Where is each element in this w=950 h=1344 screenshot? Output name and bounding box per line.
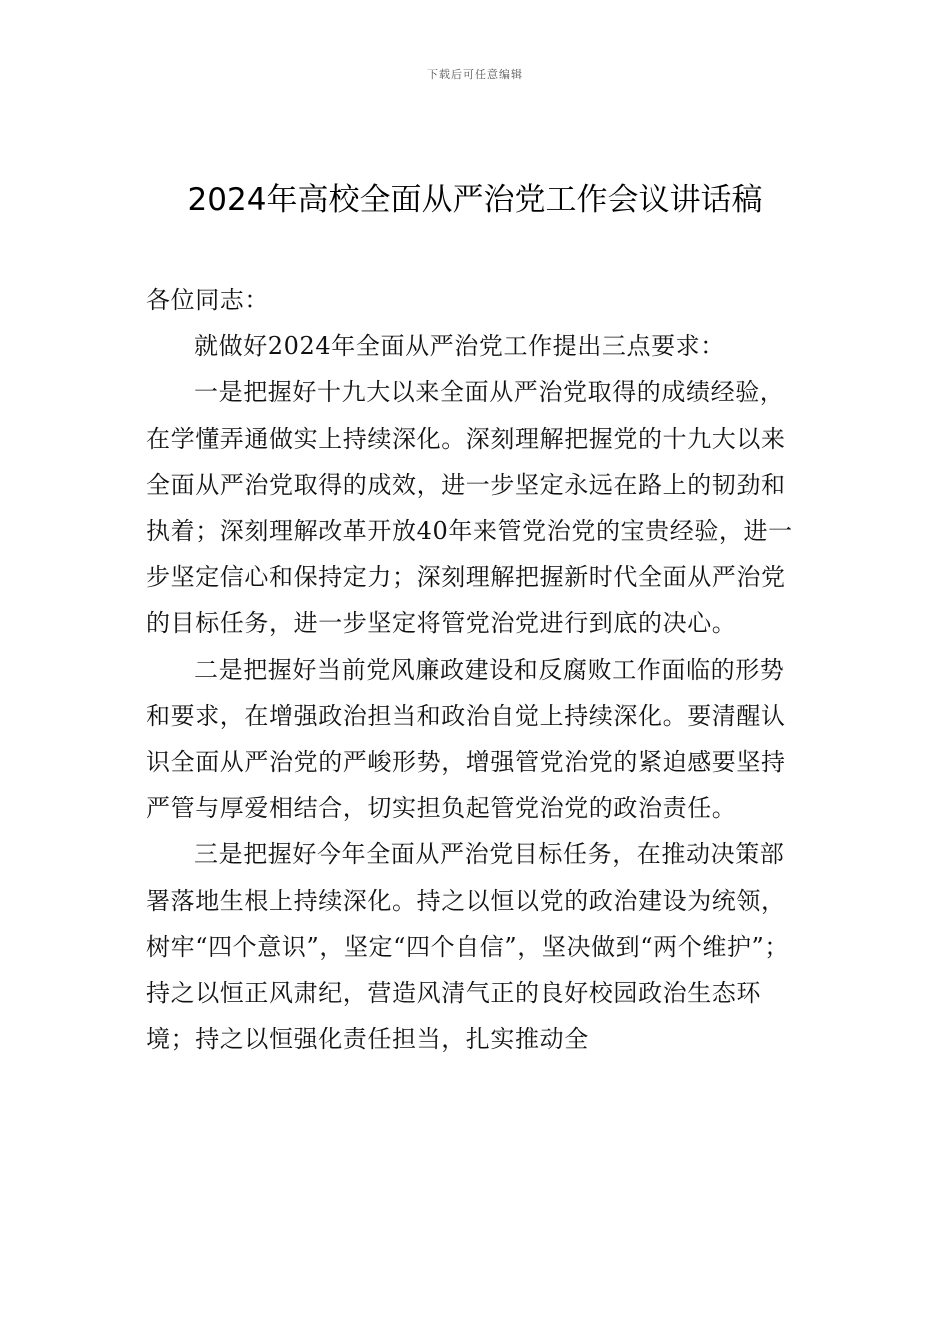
document-title: 2024年高校全面从严治党工作会议讲话稿: [187, 182, 763, 218]
paragraph-point-three: 三是把握好今年全面从严治党目标任务，在推动决策部署落地生根上持续深化。持之以恒以党的政治建设为统领，树牢“四个意识”，坚定“四个自信”，坚决做到“两个维护”；持之以恒正风肃纪，营造风清气正的良好校园政治生态环境；持之以恒强化责任担当，扎实推动全: [146, 840, 790, 1054]
paragraph-point-one: 一是把握好十九大以来全面从严治党取得的成绩经验，在学懂弄通做实上持续深化。深刻理解把握党的十九大以来全面从严治党取得的成效，进一步坚定永远在路上的韧劲和执着；深刻理解改革开放40年来管党治党的宝贵经验，进一步坚定信心和保持定力；深刻理解把握新时代全面从严治党的目标任务，进一步坚定将管党治党进行到底的决心。: [146, 378, 793, 638]
document-body: [146, 277, 808, 1062]
paragraph-intro: 就做好2024年全面从严治党工作提出三点要求：: [194, 332, 725, 361]
header-note: 下载后可任意编辑: [427, 68, 523, 81]
paragraph-point-two: 二是把握好当前党风廉政建设和反腐败工作面临的形势和要求，在增强政治担当和政治自觉上持续深化。要清醒认识全面从严治党的严峻形势，增强管党治党的紧迫感要坚持严管与厚爱相结合，切实担负起管党治党的政治责任。: [146, 655, 786, 823]
salutation: 各位同志：: [146, 286, 269, 314]
